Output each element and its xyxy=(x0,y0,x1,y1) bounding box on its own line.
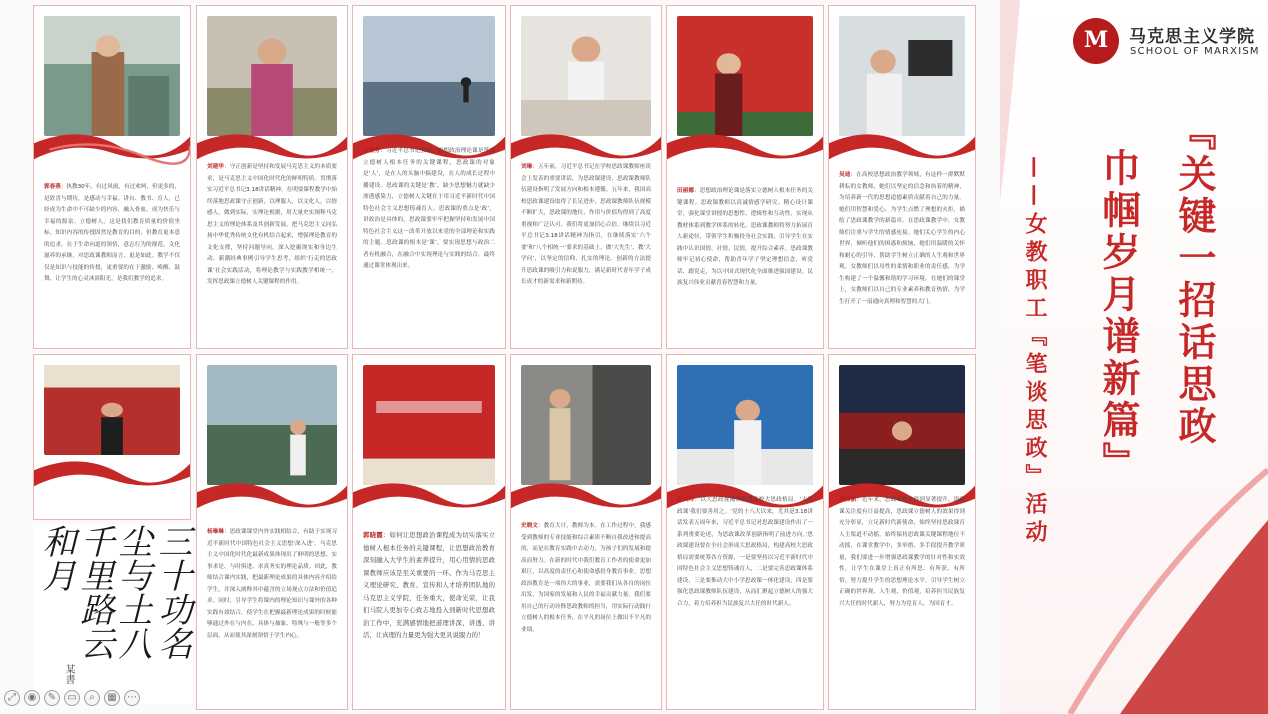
teacher-card-11 xyxy=(666,354,824,710)
calligraphy-column: 尘与土八 xyxy=(112,524,152,660)
logo-mark: M xyxy=(1073,18,1119,64)
teacher-photo xyxy=(44,365,180,455)
teacher-photo xyxy=(521,16,651,136)
teacher-photo xyxy=(363,365,495,485)
teacher-photo xyxy=(839,365,965,485)
teacher-statement: 杨琳琳：思政课课堂内外实践相结合，有助于实现习近平新时代中国特色社会主义思想‘深入进’。马克思主义中国化时代化最新成果体现出了鲜明的思想、实事求是、与时俱进、求真务实的理论品质。因此，教师结合课内实践，把最新理论成果的具体内容介绍给学生，并深入阐释其中蕴含的立场观点方法和价值追求。同时，引导学生将课内的理论知识与课外的各种实践有效结合，使学生在把握最新理论成果的时候能够通过外在与内在、具体与抽象、特殊与一般等多个层面，从而使其深刻领悟于学生内心。 xyxy=(207,529,337,639)
teacher-photo xyxy=(677,365,813,485)
teacher-card-7 xyxy=(33,354,191,520)
main-title-line2: 巾帼岁月谱新篇』 xyxy=(1096,148,1141,484)
teacher-card-5 xyxy=(666,5,824,349)
teacher-photo xyxy=(207,16,337,136)
teacher-photo xyxy=(677,16,813,136)
teacher-photo xyxy=(44,16,180,136)
camera-icon[interactable]: ◉ xyxy=(24,690,40,706)
teacher-statement: 郭春燕：执教30年，有过风雨，有过欢呵，但更多的，是欣喜与期待，是感动与幸福。讲台、教书、育人，已经成为生命中不可缺少的内容，融入骨血，成为快乐与幸福的源泉。立德树人，这是我们教育质量的价值坐标。知识内容的传授固然是教育的目的，但教育更本意的追求，在于生命向道的领悟，意志行为的规范，文化滋养的承继，对思政课教师而言，更是如此。教学不仅仅是知识与技能的传授，更重要的在于激励、唤醒、鼓舞，让学生的心灵沐浴阳光，是我们教学的追求。 xyxy=(44,184,180,282)
calligraphy-artwork xyxy=(33,524,193,704)
teacher-statement: 石桂芳：习近平总书记强调，思想政治理论课是落实立德树人根本任务的关键课程，思政课的对象是‘人’，是在人的头脑中搞建设，在人的成长过程中播建设。思政课的关键是‘教’，缺少思想魅力就缺少渗透感染力，立德树人关键在于用习近平新时代中国特色社会主义思想铸魂育人。思政课的重点是‘政’，讲政治是具体的，思政课要牢牢把握坚持和发展中国特色社会主义这一改革开放以来党的全部理论和实践的主题。思政课的根本是‘课’，要实现思想与政治二者有机融合，在融合中实现理论与实践的结合，最终通过课堂体现出来。 xyxy=(363,148,495,269)
teacher-statement: 李伟丽：近年来，思政课地位得到显著提升，思政课关注度有日益提高，思政课立德树人的效果得到充分彰显，立足新时代新使命，始终坚持思政课育人主渠道不动摇，始终保持思政课关键课程地位不动摇，在课堂教学中，多举措、多手段提升教学质量，我们要进一步增强思政课教学的针对性和实效性，让学生在课堂上真正有所思、有所获、有所悟。努力提升学生的思想理论水平，引导学生树立正确的世界观、人生观、价值观，培养担当民族复兴大任的时代新人，努力为党育人、为国育才。 xyxy=(839,497,965,607)
teacher-card-10 xyxy=(510,354,662,710)
teacher-statement: 田丽娜：思想政治理论课是落实立德树人根本任务的关键课程。思政课教师以真诚情感学研究、精心设计课堂、强化课堂讲授的思想性、逻辑性和互动性，实现从教材体系到教学体系的转化。思政课教师将努力拓展育人新途径，带领学生积极投身社会实践，引导学生在实践中认识国情、社情、民情，提升综合素养。思政课教师牢记初心使命，帮助青年学子坚定理想信念，听党话、跟党走，为以中国式现代化全面推进强国建设、民族复兴伟业贡献青春智慧和力量。 xyxy=(677,188,813,286)
teacher-photo xyxy=(521,365,651,485)
school-name-en: SCHOOL OF MARXISM xyxy=(1130,46,1260,57)
teacher-card-6 xyxy=(828,5,976,349)
teacher-card-2 xyxy=(196,5,348,349)
teacher-card-9 xyxy=(352,354,506,710)
teacher-statement: 郭晓霞：如何让思想政治课程成为切实落实立德树人根本任务的关键课程，让思想政治教育深刻融入大学生的素养提升，用心用情的思政课教师应该是至关重要的一环。作为马克思主义理论研究、教育、宣传和人才培养团队地的马克思主义学院，任务重大，使命光荣，让我们马院人更加专心致志地投入到新时代思想政治工作中，充满感情地把道理讲深、讲透、讲活，让真理的力量更为强大更具说服力的！ xyxy=(363,531,496,639)
school-logo xyxy=(1073,16,1263,66)
calligraphy-column: 和月 xyxy=(36,524,76,592)
red-ribbon xyxy=(34,451,190,499)
school-name-cn: 马克思主义学院 xyxy=(1129,27,1255,47)
zoom-icon[interactable]: ⌕ xyxy=(84,690,100,706)
teacher-photo xyxy=(363,16,495,136)
calligraphy-column: 千里路云 xyxy=(74,524,114,660)
red-ribbon xyxy=(34,124,190,172)
red-ribbon xyxy=(667,124,823,172)
teacher-statement: 史晓文：教育大计，教师为本。在工作过程中，我感受到教师的专业技能和综合素质不断自我改进和提高的，而是在教育实践中去动力，为孩子们的发展和提高而努力。在新的时代中我们教育工作者的使命更加艰巨，以高度的责任心和使命感投身教育事业。思想政治教育是一项伟大的事业，需要我们从各自的岗位出发，为国家的发展和人民的幸福贡献力量。我们要用自己的行动诠释思政教师的担当，用实际行动践行立德树人的根本任务，在平凡的岗位上做出不平凡的业绩。 xyxy=(521,523,651,633)
pen-icon[interactable]: ✎ xyxy=(44,690,60,706)
teacher-statement: 吴迪：在高校思想政治教学领域，有这样一群默默耕耘的女教师，她们以坚定的信念和执着的精神，为培养新一代的思想道德素质贡献着自己的力量。她们用智慧和爱心，为学生点燃了理想的火炬，描绘了思政课教学的新篇章。在思政课教学中，女教师们注重与学生的情感连接。她们关心学生的内心世界，倾听他们的困惑和烦恼，她们用温暖的关怀和耐心的引导，帮助学生树立正确的人生观和世界观。女教师们以母性的柔情和职业的责任感，为学生构建了一个温馨和谐的学习环境。在她们的课堂上，女教师们以自己的专业素养和教育热情，为学生打开了一扇通向真理和智慧的大门。 xyxy=(839,172,965,305)
red-ribbon xyxy=(511,473,661,521)
teacher-card-8 xyxy=(196,354,348,710)
menu-icon[interactable]: ⋯ xyxy=(124,690,140,706)
viewer-toolbar xyxy=(0,686,180,710)
calligraphy-column: 三十功名 xyxy=(152,524,192,660)
teacher-statement: 刘琳：五年前，习近平总书记在学校思政课教师座谈会上发表的重要讲话，为思政课建设、思政课教师队伍建设指明了发展方向和根本遵循。五年来，我国高校思政课建设取得了长足进步，思政课教师队伍规模不断扩大，思政课的地位、作用与价值均得到了高度重视和广泛认可。我们将更加信心百倍，继续以习近平总书记3.18讲话精神为指引，在继续落实‘六个要’和‘八个相统一’要求的基础上，做‘大先生’、教‘大学问’，以坚定的信仰、扎实的理论、创新的方法提升思政课的吸引力和说服力，满足新时代青年学子成长成才的新需求和新期待。 xyxy=(521,164,651,285)
red-ribbon xyxy=(197,473,347,521)
expand-icon[interactable]: ⤢ xyxy=(4,690,20,706)
activity-subtitle: ——女教职工『笔谈思政』活动 xyxy=(1022,156,1048,548)
teacher-statement: 赵英玲：以大思政视阈领航建高校大思政格局。‘大思政课’我们要善用之。‘党的十八大以来，尤其是3.18讲话发表五周年来，习近平总书记对思政课建设作出了一系列重要论述，为思政课改革创新指明了前进方向。’思政课建设要在全社会形成大思政格局，构建高校大思政格局需要统筹各方资源，一是要坚持以习近平新时代中国特色社会主义思想铸魂育人，二是要完善思政课体系建设，三是要推动大中小学思政课一体化建设，四是要强化思政课教师队伍建设，从而汇聚起立德树人的强大合力，着力培养担当民族复兴大任的时代新人。 xyxy=(677,497,813,607)
eraser-icon[interactable]: ▭ xyxy=(64,690,80,706)
main-title: 『关键一招话思政 xyxy=(1172,112,1217,448)
grid-icon[interactable]: ▦ xyxy=(104,690,120,706)
red-ribbon xyxy=(353,473,505,521)
teacher-photo xyxy=(839,16,965,136)
teacher-card-1 xyxy=(33,5,191,349)
red-ribbon xyxy=(829,124,975,172)
calligraphy-signature: 某書 xyxy=(63,664,74,684)
teacher-card-12 xyxy=(828,354,976,710)
teacher-statement: 刘建华：守正创新是坚持和发展马克思主义的本质要求，是马克思主义中国化时代化的鲜明特质。贯彻落实习近平总书记3.18讲话精神，在明要课程教学中始终落地思政课守正创新，以理服人，以文化人，以情感人，做到实际，实理论根据，用大量史实阐释马克思主义的理论体系及其创新发展，把马克思主义同弘扬中华优秀传统文化有机结合起来，增强理论教育的文化支撑，坚持问题导向，深入挖掘现实和身边生动、新潮经典事例引导学生思考，组织‘行走的思政课’社会实践活动，将理论教学与实践教学相统一，发挥思政课立德树人关键课程的作用。 xyxy=(207,164,337,285)
teacher-card-3 xyxy=(352,5,506,349)
teacher-photo xyxy=(207,365,337,485)
teacher-card-4 xyxy=(510,5,662,349)
